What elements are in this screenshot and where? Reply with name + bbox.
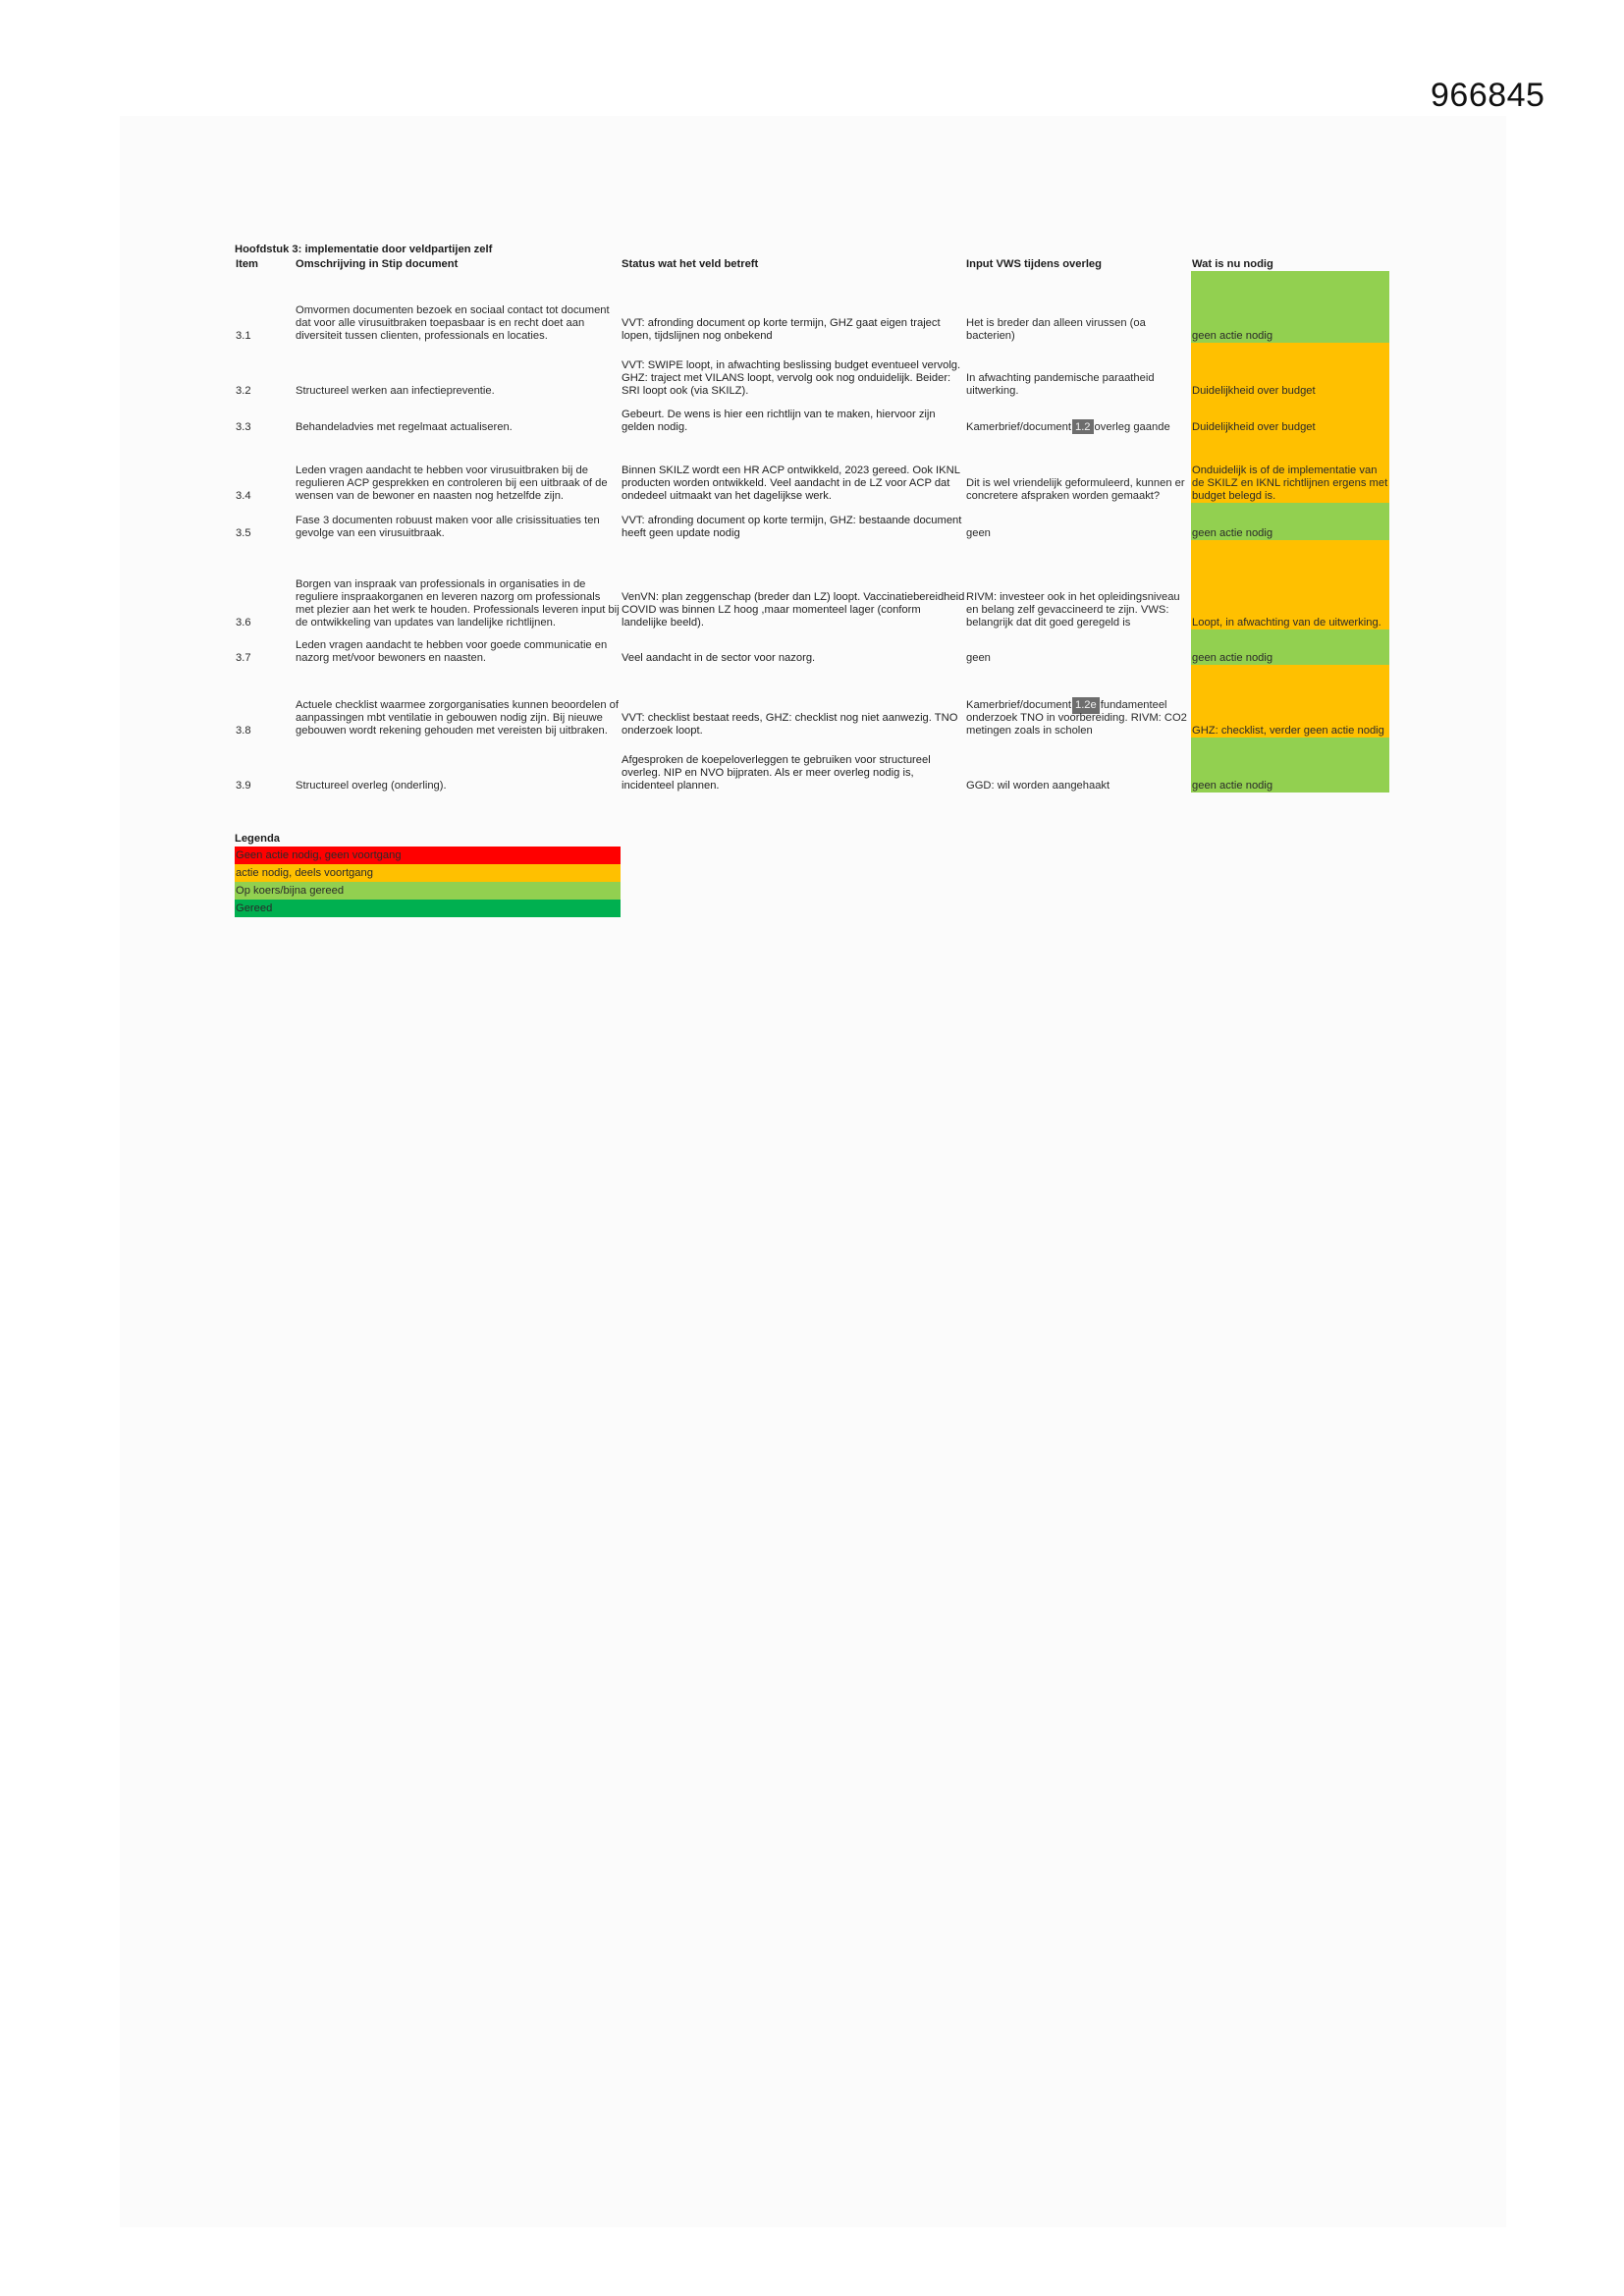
input-text: GGD: wil worden aangehaakt	[966, 780, 1110, 792]
table-row	[235, 665, 1389, 738]
legend-item-orange: actie nodig, deels voortgang	[235, 864, 621, 882]
table-header-row	[235, 257, 1389, 271]
table-row	[235, 503, 1389, 540]
input-text-before: Kamerbrief/document	[966, 699, 1071, 711]
item-number: 3.7	[236, 652, 251, 664]
status-cell: Afgesproken de koepeloverleggen te gebruiken voor structureel overleg. NIP en NVO bijpraten. Als er meer overleg nodig is, incidenteel plannen.	[622, 754, 931, 792]
redaction-block: 1.2	[1072, 419, 1094, 434]
omschrijving-cell: Behandeladvies met regelmaat actualiseren.	[296, 421, 513, 433]
table-row	[235, 398, 1389, 434]
input-text-before: Kamerbrief/document	[966, 421, 1071, 433]
legend	[235, 832, 1389, 917]
column-header-status: Status wat het veld betreft	[622, 258, 759, 270]
status-cell: Veel aandacht in de sector voor nazorg.	[622, 652, 816, 664]
input-text: geen	[966, 652, 991, 664]
item-number: 3.4	[236, 490, 251, 502]
status-cell: VVT: SWIPE loopt, in afwachting beslissing budget eventueel vervolg. GHZ: traject met VILANS loopt, vervolg ook nog onduidelijk. Beider: SRI loopt ook (via SKILZ).	[622, 359, 961, 397]
item-number: 3.2	[236, 385, 251, 397]
legend-item-red: Geen actie nodig, geen voortgang	[235, 847, 621, 864]
input-cell	[965, 738, 1191, 793]
input-cell	[965, 271, 1191, 343]
omschrijving-cell: Fase 3 documenten robuust maken voor alle crisissituaties ten gevolge van een virusuitbraak.	[296, 515, 600, 539]
redaction-block: 1.2e	[1072, 697, 1100, 714]
input-text: In afwachting pandemische paraatheid uitwerking.	[966, 372, 1155, 397]
item-number: 3.1	[236, 330, 251, 342]
input-text-after: overleg gaande	[1094, 421, 1170, 433]
input-cell	[965, 665, 1191, 738]
table-row	[235, 434, 1389, 503]
item-number: 3.5	[236, 527, 251, 539]
item-number: 3.9	[236, 780, 251, 792]
chapter-heading: Hoofdstuk 3: implementatie door veldpartijen zelf	[235, 244, 493, 255]
input-text: geen	[966, 527, 991, 539]
status-cell: Binnen SKILZ wordt een HR ACP ontwikkeld, 2023 gereed. Ook IKNL producten worden ontwikkeld. Veel aandacht in de LZ voor ACP dat ondedeel uitmaakt van het dagelijkse werk.	[622, 465, 960, 502]
status-cell: VVT: checklist bestaat reeds, GHZ: checklist nog niet aanwezig. TNO onderzoek loopt.	[622, 712, 958, 737]
status-cell: VVT: afronding document op korte termijn, GHZ gaat eigen traject lopen, tijdslijnen nog onbekend	[622, 317, 941, 342]
input-cell	[965, 540, 1191, 629]
column-header-omschrijving: Omschrijving in Stip document	[296, 258, 459, 270]
input-text: Het is breder dan alleen virussen (oa bacterien)	[966, 317, 1146, 342]
omschrijving-cell: Leden vragen aandacht te hebben voor goede communicatie en nazorg met/voor bewoners en naasten.	[296, 639, 608, 664]
table-row	[235, 540, 1389, 629]
item-number: 3.3	[236, 421, 251, 433]
input-text: Dit is wel vriendelijk geformuleerd, kunnen er concretere afspraken worden gemaakt?	[966, 477, 1185, 502]
nodig-cell: Onduidelijk is of de implementatie van de SKILZ en IKNL richtlijnen ergens met budget belegd is.	[1191, 434, 1389, 503]
nodig-cell: geen actie nodig	[1191, 629, 1389, 665]
legend-title: Legenda	[235, 833, 281, 845]
table-row	[235, 629, 1389, 665]
legend-item-light-green: Op koers/bijna gereed	[235, 882, 621, 900]
status-cell: VVT: afronding document op korte termijn, GHZ: bestaande document heeft geen update nodig	[622, 515, 962, 539]
status-cell: Gebeurt. De wens is hier een richtlijn van te maken, hiervoor zijn gelden nodig.	[622, 409, 936, 433]
input-cell	[965, 434, 1191, 503]
status-table	[235, 257, 1389, 793]
omschrijving-cell: Structureel werken aan infectiepreventie.	[296, 385, 495, 397]
input-cell	[965, 629, 1191, 665]
legend-item-dark-green: Gereed	[235, 900, 621, 917]
table-row	[235, 271, 1389, 343]
omschrijving-cell: Actuele checklist waarmee zorgorganisaties kunnen beoordelen of aanpassingen mbt ventilatie in gebouwen nodig zijn. Bij nieuwe gebouwen wordt rekening gehouden met vereisten bij uitbraken.	[296, 699, 619, 737]
input-text-after: fundamenteel onderzoek TNO in voorbereiding. RIVM: CO2 metingen zoals in scholen	[966, 699, 1187, 737]
nodig-cell: geen actie nodig	[1191, 738, 1389, 793]
input-cell	[965, 503, 1191, 540]
column-header-input: Input VWS tijdens overleg	[966, 258, 1102, 270]
table-row	[235, 343, 1389, 398]
input-text: RIVM: investeer ook in het opleidingsniveau en belang zelf gevaccineerd te zijn. VWS: belangrijk dat dit goed geregeld is	[966, 591, 1180, 629]
nodig-cell: Loopt, in afwachting van de uitwerking.	[1191, 540, 1389, 629]
nodig-cell: Duidelijkheid over budget	[1191, 398, 1389, 434]
omschrijving-cell: Structureel overleg (onderling).	[296, 780, 447, 792]
nodig-cell: geen actie nodig	[1191, 271, 1389, 343]
status-sheet	[235, 244, 1389, 917]
omschrijving-cell: Leden vragen aandacht te hebben voor virusuitbraken bij de regulieren ACP gesprekken en controleren bij een uitbraak of de wensen van de bewoner en naasten nog hetzelfde zijn.	[296, 465, 608, 502]
item-number: 3.8	[236, 725, 251, 737]
column-header-item: Item	[236, 258, 259, 270]
input-cell	[965, 398, 1191, 434]
table-row	[235, 738, 1389, 793]
input-cell	[965, 343, 1191, 398]
document-number: 966845	[1431, 77, 1545, 114]
column-header-nodig: Wat is nu nodig	[1192, 258, 1273, 270]
omschrijving-cell: Omvormen documenten bezoek en sociaal contact tot document dat voor alle virusuitbraken toepasbaar is en recht doet aan diversiteit tussen clienten, professionals en locaties.	[296, 304, 610, 342]
status-cell: VenVN: plan zeggenschap (breder dan LZ) loopt. Vaccinatiebereidheid COVID was binnen LZ hoog ,maar momenteel lager (conform landelijke beeld).	[622, 591, 965, 629]
omschrijving-cell: Borgen van inspraak van professionals in organisaties in de reguliere inspraakorganen en leveren nazorg om professionals met plezier aan het werk te houden. Professionals leveren input bij de ontwikkeling van updates van landelijke richtlijnen.	[296, 578, 620, 629]
nodig-cell: geen actie nodig	[1191, 503, 1389, 540]
nodig-cell: GHZ: checklist, verder geen actie nodig	[1191, 665, 1389, 738]
item-number: 3.6	[236, 617, 251, 629]
nodig-cell: Duidelijkheid over budget	[1191, 343, 1389, 398]
